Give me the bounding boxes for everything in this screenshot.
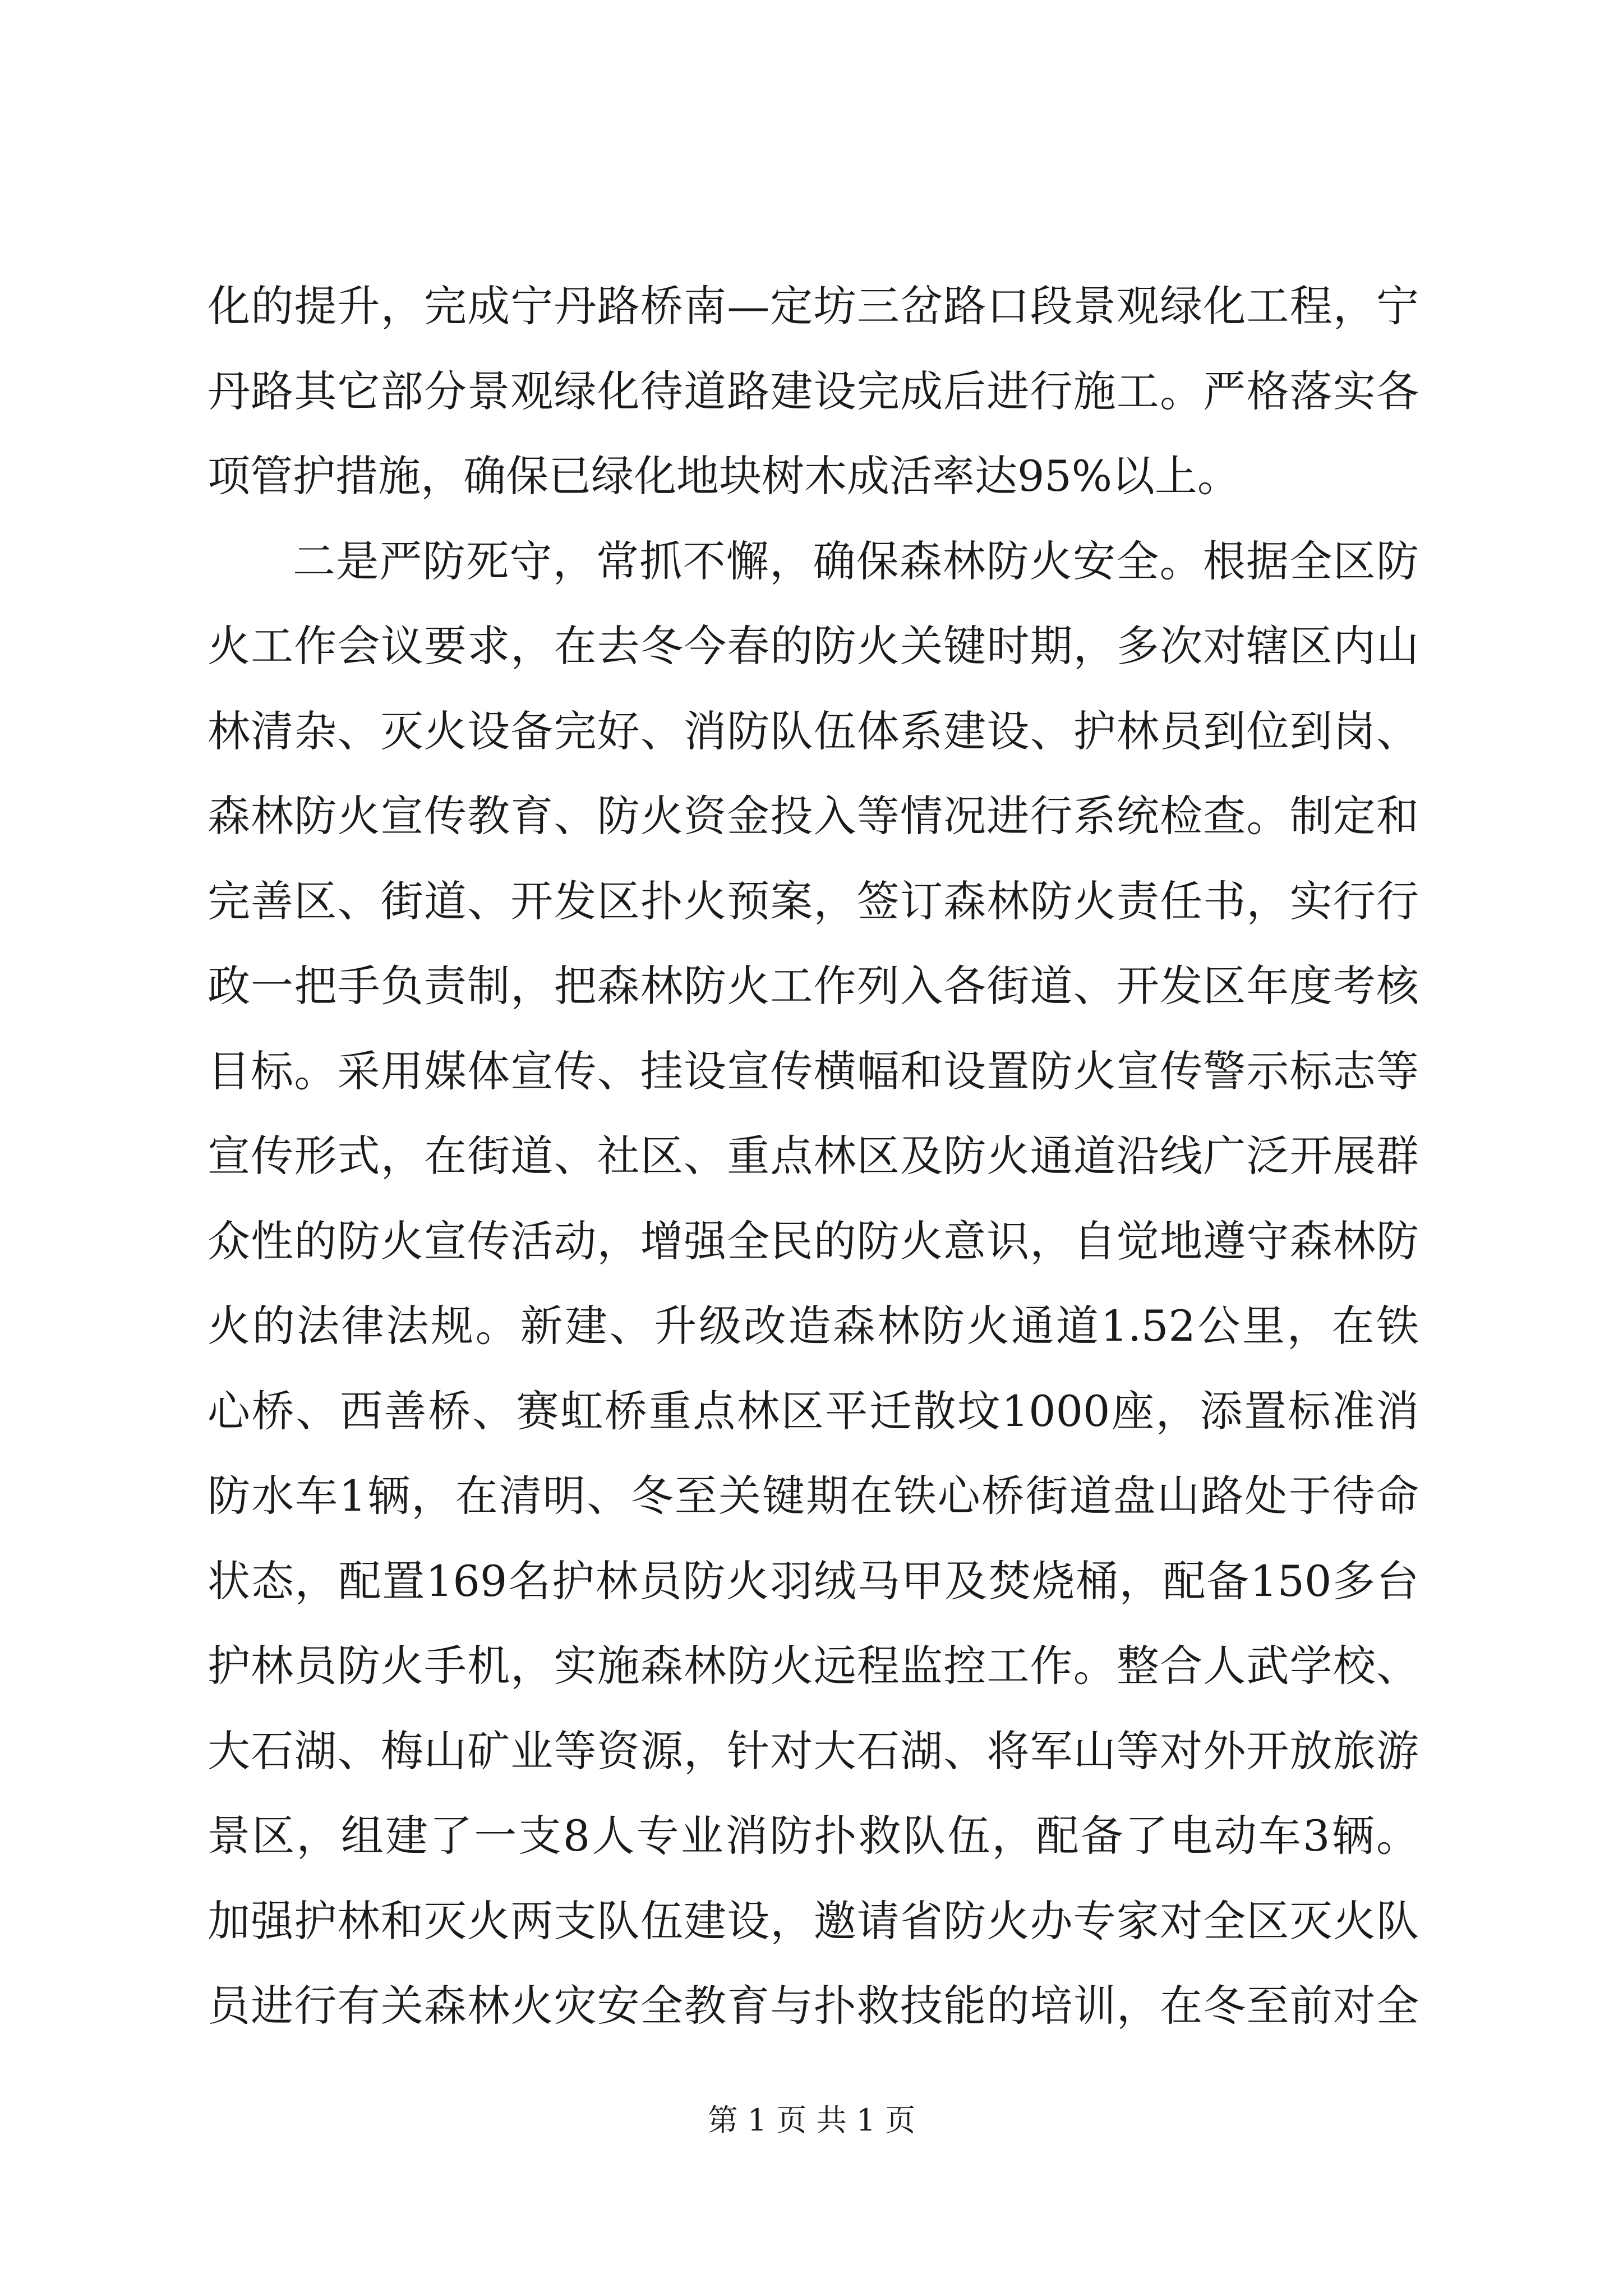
text-line: 政一把手负责制，把森林防火工作列入各街道、开发区年度考核	[208, 961, 1419, 1011]
text-line: 大石湖、梅山矿业等资源，针对大石湖、将军山等对外开放旅游	[208, 1726, 1419, 1776]
text-line: 心桥、西善桥、赛虹桥重点林区平迁散坟1000座，添置标准消	[208, 1386, 1419, 1436]
text-line: 状态，配置169名护林员防火羽绒马甲及焚烧桶，配备150多台	[208, 1556, 1419, 1606]
text-line: 完善区、街道、开发区扑火预案，签订森林防火责任书，实行行	[208, 876, 1419, 926]
text-line: 丹路其它部分景观绿化待道路建设完成后进行施工。严格落实各	[208, 366, 1419, 416]
text-line: 景区，组建了一支8人专业消防扑救队伍，配备了电动车3辆。	[208, 1811, 1419, 1861]
text-line: 火的法律法规。新建、升级改造森林防火通道1.52公里，在铁	[208, 1301, 1419, 1351]
text-line: 火工作会议要求，在去冬今春的防火关键时期，多次对辖区内山	[208, 621, 1419, 671]
paragraph-start-line: 二是严防死守，常抓不懈，确保森林防火安全。根据全区防	[293, 536, 1419, 586]
page-number: 第 1 页 共 1 页	[707, 2102, 916, 2138]
text-line: 护林员防火手机，实施森林防火远程监控工作。整合人武学校、	[208, 1641, 1419, 1691]
text-line: 防水车1辆，在清明、冬至关键期在铁心桥街道盘山路处于待命	[208, 1471, 1419, 1521]
text-line: 林清杂、灭火设备完好、消防队伍体系建设、护林员到位到岗、	[208, 706, 1419, 756]
text-line: 众性的防火宣传活动，增强全民的防火意识，自觉地遵守森林防	[208, 1216, 1419, 1266]
text-line: 项管护措施，确保已绿化地块树木成活率达95%以上。	[208, 451, 1240, 501]
text-line: 化的提升，完成宁丹路桥南—定坊三岔路口段景观绿化工程，宁	[208, 281, 1419, 331]
text-line: 宣传形式，在街道、社区、重点林区及防火通道沿线广泛开展群	[208, 1131, 1419, 1181]
text-line: 目标。采用媒体宣传、挂设宣传横幅和设置防火宣传警示标志等	[208, 1046, 1419, 1096]
page-footer	[0, 2101, 1623, 2140]
text-line: 加强护林和灭火两支队伍建设，邀请省防火办专家对全区灭火队	[208, 1895, 1419, 1946]
body-text	[208, 264, 1419, 2049]
text-line: 森林防火宣传教育、防火资金投入等情况进行系统检查。制定和	[208, 791, 1419, 841]
text-line: 员进行有关森林火灾安全教育与扑救技能的培训，在冬至前对全	[208, 1981, 1419, 2031]
